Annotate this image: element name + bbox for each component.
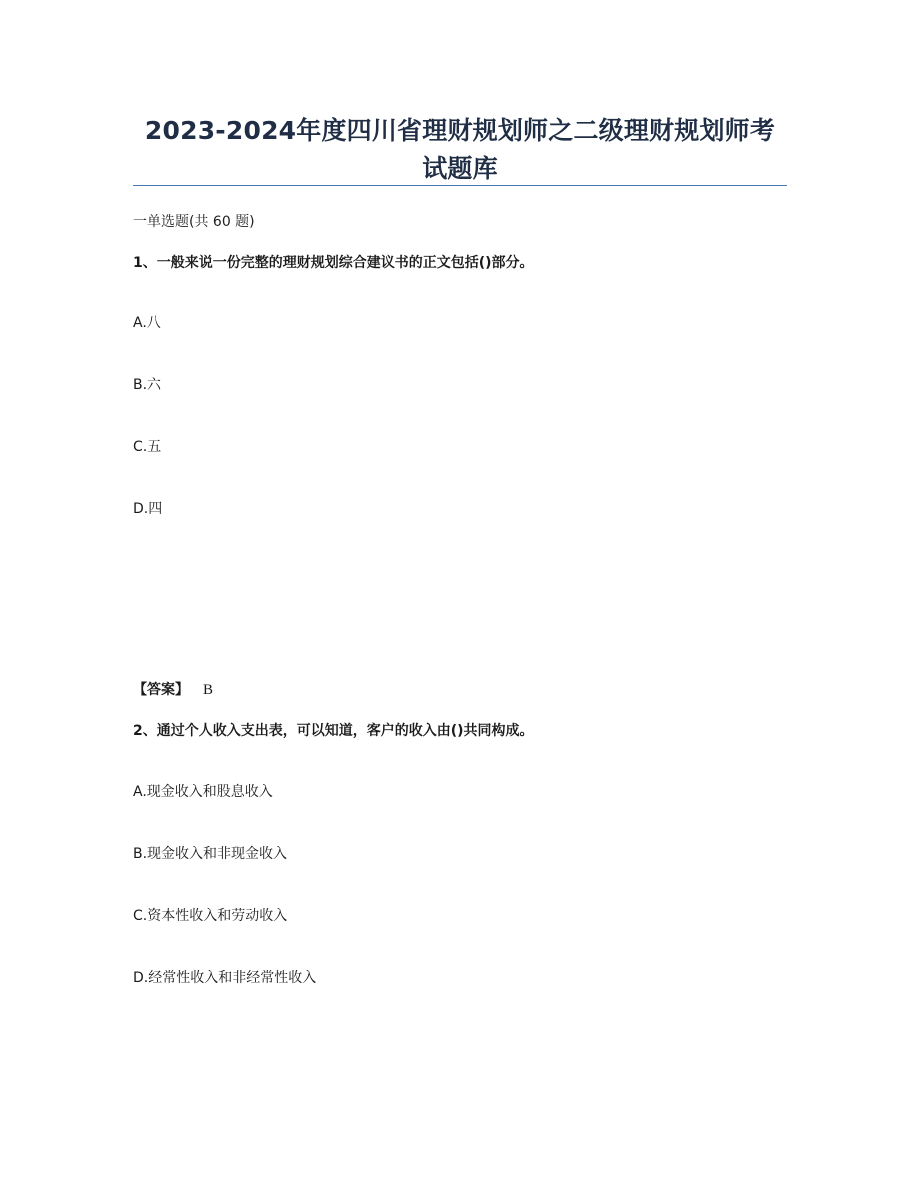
answer-label: 【答案】 — [133, 682, 189, 698]
question-1-text: 1、一般来说一份完整的理财规划综合建议书的正文包括()部分。 — [133, 255, 534, 271]
question-1-option-a: A.八 — [133, 315, 161, 331]
title-divider — [133, 185, 787, 186]
question-1-option-c: C.五 — [133, 439, 162, 455]
question-1-option-b: B.六 — [133, 377, 162, 393]
question-2-option-c: C.资本性收入和劳动收入 — [133, 908, 288, 924]
question-2-text: 2、通过个人收入支出表，可以知道，客户的收入由()共同构成。 — [133, 723, 534, 739]
question-2-option-d: D.经常性收入和非经常性收入 — [133, 970, 317, 986]
question-1-option-d: D.四 — [133, 501, 163, 517]
question-1-answer — [133, 680, 213, 700]
question-2-option-b: B.现金收入和非现金收入 — [133, 846, 288, 862]
section-heading: 一单选题(共 60 题) — [133, 214, 255, 230]
document-title: 2023-2024年度四川省理财规划师之二级理财规划师考试题库 — [144, 116, 776, 183]
question-2-option-a: A.现金收入和股息收入 — [133, 784, 273, 800]
answer-value: B — [203, 682, 214, 698]
